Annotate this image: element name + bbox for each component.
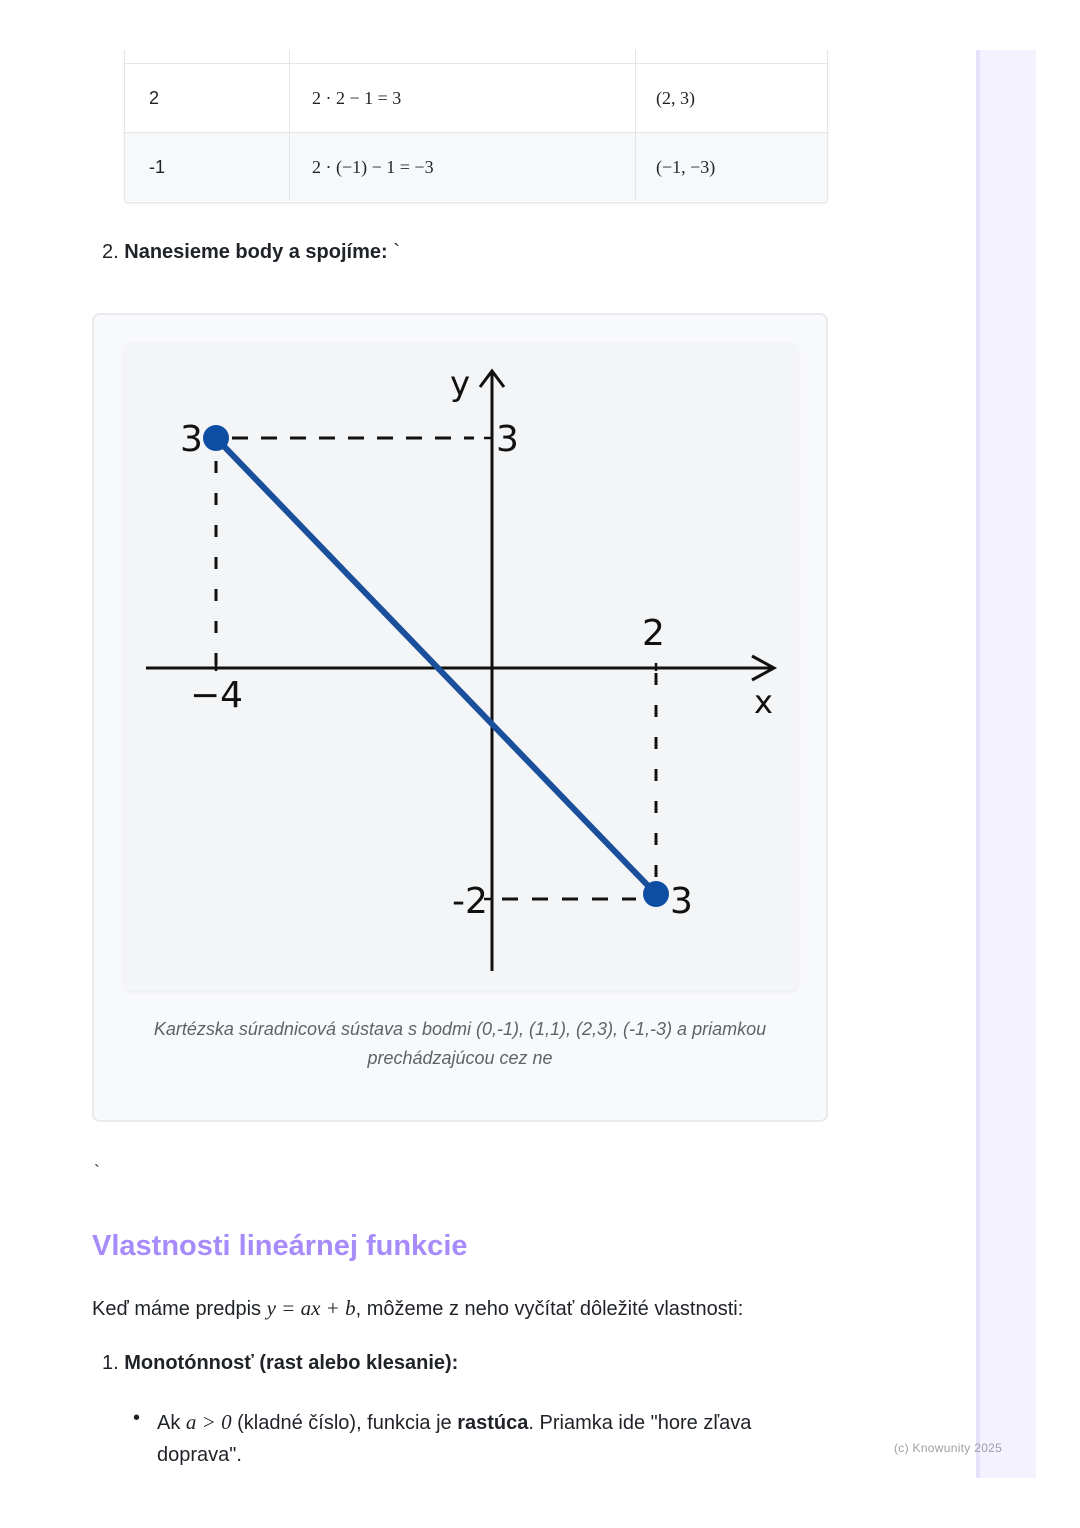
section-heading: Vlastnosti lineárnej funkcie (92, 1230, 468, 1262)
label-y-tick-bottom: -2 (452, 881, 488, 922)
figure-card (92, 313, 828, 1122)
values-table (124, 50, 828, 203)
watermark: (c) Knowunity 2025 (894, 1441, 1003, 1455)
item-number: 1. (102, 1352, 119, 1374)
y-axis-label: y (450, 364, 471, 404)
intro-text-after: , môžeme z neho vyčítať dôležité vlastnosti: (355, 1298, 744, 1320)
intro-text-before: Keď máme predpis (92, 1298, 267, 1320)
label-x-tick-left: −4 (190, 675, 244, 716)
bullet-middle: (kladné číslo), funkcia je (231, 1412, 458, 1434)
cell-x: -1 (125, 133, 290, 202)
cell-point: (−1, −3) (636, 133, 828, 202)
cell-calc: 2 · (−1) − 1 = −3 (290, 133, 636, 202)
point-bottom-right (643, 881, 669, 907)
step-title: Nanesieme body a spojíme: (124, 241, 388, 263)
step-2 (102, 241, 400, 264)
function-line (216, 438, 656, 894)
stray-backtick: ` (94, 1162, 100, 1182)
x-axis-label: x (754, 683, 773, 721)
label-y-tick-top: 3 (496, 419, 519, 460)
formula: y = ax + b (266, 1296, 356, 1320)
bullet-dot: • (133, 1407, 141, 1429)
coordinate-graph (124, 343, 798, 991)
figure-caption: Kartézska súradnicová sústava s bodmi (0,-1), (1,1), (2,3), (-1,-3) a priamkou prechádzajúcou cez ne (153, 1019, 767, 1068)
table-row (125, 64, 827, 133)
point-top-left (203, 425, 229, 451)
bullet-after: . Priamka ide "hore zľava doprava". (157, 1412, 752, 1466)
bullet-math: a > 0 (185, 1410, 232, 1434)
graph-image (124, 343, 798, 991)
step-tail: ` (387, 241, 400, 263)
label-bottom-right: 3 (670, 881, 693, 922)
bullet-bold: rastúca (457, 1412, 529, 1434)
item-title: Monotónnosť (rast alebo klesanie): (124, 1352, 459, 1374)
label-top-left: 3 (180, 419, 203, 460)
right-sidebar (976, 50, 1036, 1478)
cell-x: 2 (125, 64, 290, 133)
label-x-tick-right: 2 (642, 613, 665, 654)
step-number: 2. (102, 241, 119, 263)
bullet-before: Ak (157, 1412, 186, 1434)
item-1 (102, 1352, 458, 1375)
table-row (125, 133, 827, 202)
cell-calc: 2 · 2 − 1 = 3 (290, 64, 636, 133)
bullet-item (157, 1406, 817, 1471)
intro-paragraph (92, 1296, 743, 1321)
cell-point: (2, 3) (636, 64, 828, 133)
